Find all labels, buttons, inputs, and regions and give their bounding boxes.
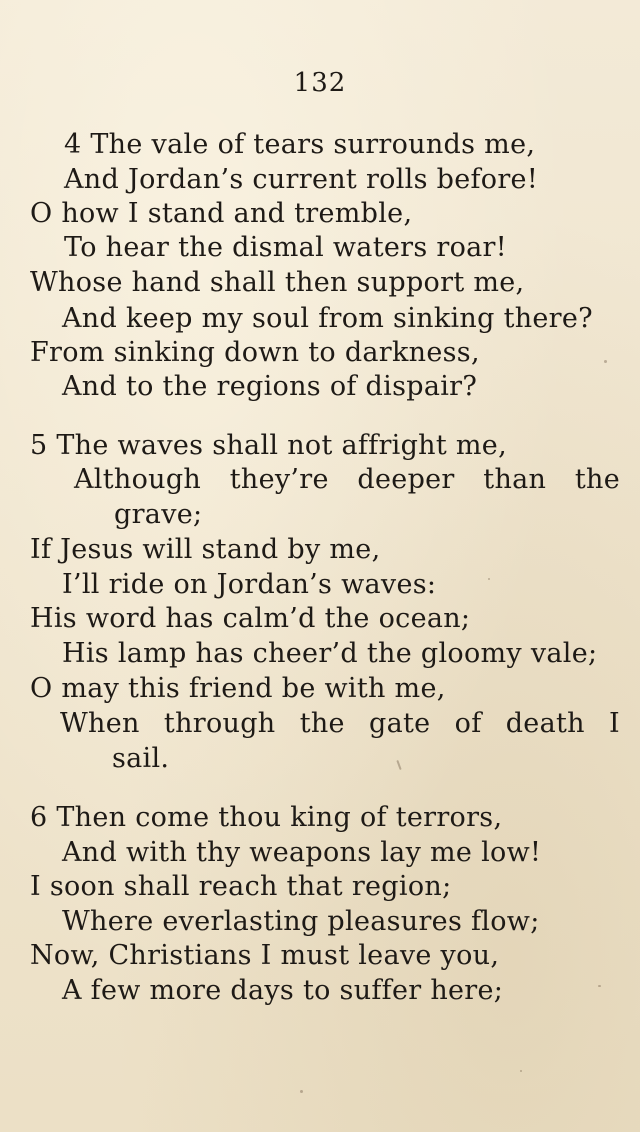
verse-line: A few more days to suffer here;: [62, 975, 504, 1006]
verse-line: Although they’re deeper than the: [74, 464, 620, 495]
verse-line: And with thy weapons lay me low!: [62, 837, 542, 868]
verse-line: I’ll ride on Jordan’s waves:: [62, 569, 437, 600]
verse-line: If Jesus will stand by me,: [30, 534, 381, 565]
verse-line: And to the regions of dispair?: [62, 371, 478, 402]
verse-line: I soon shall reach that region;: [30, 871, 452, 902]
verse-line: Whose hand shall then support me,: [30, 267, 525, 298]
verse-line: O may this friend be with me,: [30, 673, 446, 704]
verse-line: From sinking down to darkness,: [30, 337, 480, 368]
verse-line: And keep my soul from sinking there?: [62, 303, 593, 334]
verse-line: 6 Then come thou king of terrors,: [30, 802, 503, 833]
page-number: 132: [293, 68, 347, 98]
verse-line: When through the gate of death I: [60, 708, 620, 739]
verse-line: sail.: [112, 743, 170, 774]
verse-line: His lamp has cheer’d the gloomy vale;: [62, 638, 598, 669]
verse-line: 4 The vale of tears surrounds me,: [64, 129, 536, 160]
verse-line: His word has calm’d the ocean;: [30, 603, 471, 634]
verse-line: To hear the dismal waters roar!: [64, 232, 507, 263]
verse-line: 5 The waves shall not affright me,: [30, 430, 507, 461]
verse-line: And Jordan’s current rolls before!: [64, 164, 538, 195]
verse-line: grave;: [114, 499, 203, 530]
verse-line: Where everlasting pleasures flow;: [62, 906, 540, 937]
verse-line: O how I stand and tremble,: [30, 198, 413, 229]
verse-line: Now, Christians I must leave you,: [30, 940, 500, 971]
